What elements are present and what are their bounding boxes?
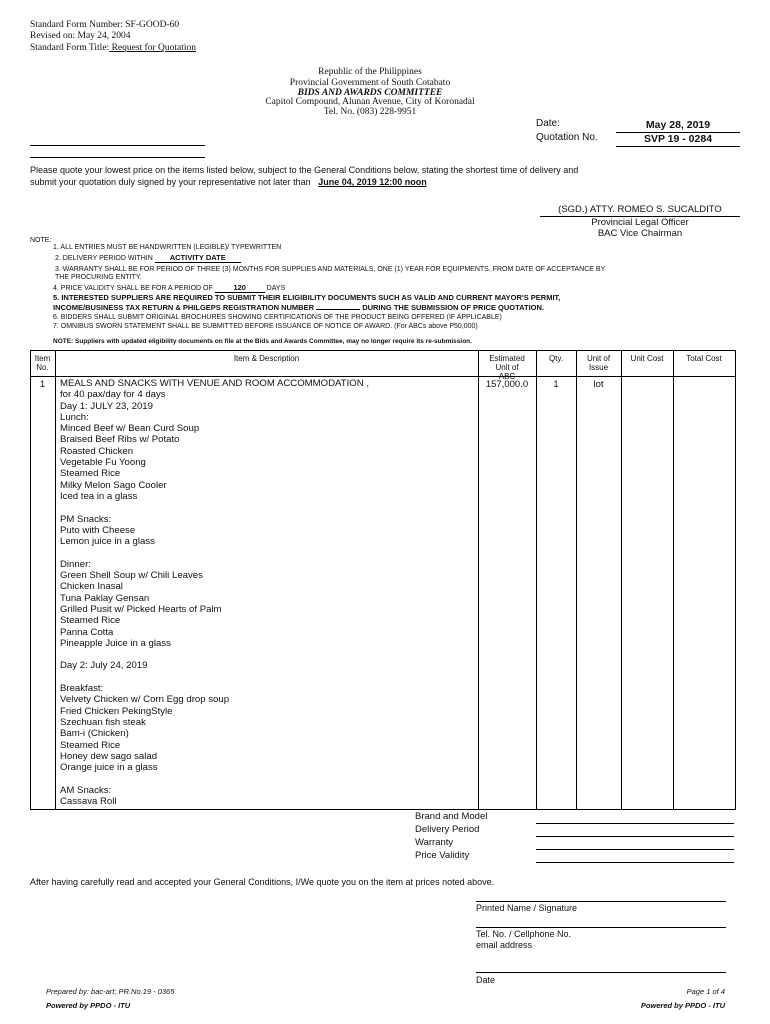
note-5b-text: INCOME/BUSINESS TAX RETURN & PHILGEPS REGISTRATION NUMBER [53, 303, 314, 312]
note-6: 6. BIDDERS SHALL SUBMIT ORIGINAL BROCHURES SHOWING CERTIFICATIONS OF THE PRODUCT BEING OFFERED (IF APPLICABLE) [53, 314, 502, 321]
date-sign-label: Date [476, 975, 496, 985]
agency-committee: BIDS AND AWARDS COMMITTEE [297, 88, 443, 98]
agency-republic: Republic of the Philippines [318, 67, 422, 77]
description-line [60, 672, 475, 683]
description-line: for 40 pax/day for 4 days [60, 389, 166, 401]
description-line: Tuna Paklay Gensan [60, 592, 150, 604]
description-line: Panna Cotta [60, 626, 114, 638]
description-line: Braised Beef Ribs w/ Potato [60, 434, 180, 446]
supplier-name-line[interactable] [30, 145, 205, 146]
tel-label: Tel. No. / Cellphone No. [476, 929, 572, 939]
note-4-days: DAYS [266, 285, 286, 292]
description-line: Honey dew sago salad [60, 750, 158, 762]
revised-date: Revised on: May 24, 2004 [30, 31, 131, 41]
header-total-cost: Total Cost [686, 354, 722, 363]
description-line: Vegetable Fu Yoong [60, 457, 146, 469]
header-description: Item & Description [233, 354, 300, 363]
description-line: Chicken Inasal [60, 581, 123, 593]
description-line: MEALS AND SNACKS WITH VENUE AND ROOM ACCOMMODATION , [60, 378, 369, 389]
header-item-no: Item No. [34, 354, 51, 372]
description-line: PM Snacks: [60, 513, 112, 525]
note-4-text: 4. PRICE VALIDITY SHALL BE FOR A PERIOD OF [53, 285, 213, 292]
supplier-address-line[interactable] [30, 157, 205, 158]
quotation-value: SVP 19 - 0284 [643, 133, 713, 145]
intro-line-1: Please quote your lowest price on the items listed below, subject to the General Conditions below, stating the shortest time of delivery and [30, 165, 579, 175]
description-line: AM Snacks: [60, 784, 112, 796]
description-line: Day 2: July 24, 2019 [60, 660, 148, 672]
description-line: Pineapple Juice in a glass [60, 637, 171, 649]
form-title-label: Standard Form Title: [30, 43, 110, 53]
warranty-field[interactable] [536, 849, 734, 850]
tel-field[interactable] [476, 927, 726, 928]
signatory-role: BAC Vice Chairman [597, 228, 683, 239]
note-7: 7. OMNIBUS SWORN STATEMENT SHALL BE SUBMITTED BEFORE ISSUANCE OF NOTICE OF AWARD. (For ABCs above P50,000) [53, 323, 478, 330]
note-3a: 3. WARRANTY SHALL BE FOR PERIOD OF THREE (3) MONTHS FOR SUPPLIES AND MATERIALS, ONE (1) YEAR FOR EQUIPMENTS, FROM DATE OF ACCEPTANCE BY [55, 266, 606, 273]
items-table [30, 350, 735, 810]
note-2-text: 2. DELIVERY PERIOD WITHIN [55, 255, 153, 262]
email-label: email address [476, 940, 533, 950]
delivery-period-field[interactable] [536, 836, 734, 837]
signatory-name: (SGD.) ATTY. ROMEO S. SUCALDITO [558, 204, 722, 215]
note-5b-suffix: DURING THE SUBMISSION OF PRICE QUOTATION. [362, 303, 544, 312]
description-line: Milky Melon Sago Cooler [60, 479, 167, 491]
row-estimated: 157,000.0 [485, 379, 529, 390]
deadline: June 04, 2019 12:00 noon [318, 177, 427, 187]
quotation-label: Quotation No. [536, 132, 598, 143]
description-line [60, 547, 475, 558]
description-line: Fried Chicken PekingStyle [60, 705, 173, 717]
form-number: Standard Form Number: SF-GOOD-60 [30, 20, 180, 30]
description-line: Grilled Pusit w/ Picked Hearts of Palm [60, 603, 222, 615]
price-validity-field[interactable] [536, 862, 734, 863]
form-title-value: Request for Quotation [109, 43, 196, 53]
description-line: Szechuan fish steak [60, 716, 146, 728]
description-line: Day 1: JULY 23, 2019 [60, 400, 153, 412]
description-line: Steamed Rice [60, 468, 121, 480]
description-line [60, 502, 475, 513]
header-estimated: Estimated Unit of ABC [489, 354, 525, 381]
warranty-label: Warranty [415, 837, 454, 848]
description-line [60, 773, 475, 784]
intro-line-2-text: submit your quotation duly signed by your representative not later than [30, 177, 311, 187]
acceptance-text: After having carefully read and accepted your General Conditions, I/We quote you on the item at prices noted above. [30, 877, 495, 887]
note-bold: NOTE: Suppliers with updated eligibility documents on file at the Bids and Awards Committee, may no longer require its re-submission. [53, 338, 472, 345]
description-line: Orange juice in a glass [60, 762, 158, 774]
description-line: Steamed Rice [60, 615, 121, 627]
note-2 [55, 253, 241, 263]
description-line: Bam-i (Chicken) [60, 728, 129, 740]
description-line: Dinner: [60, 558, 91, 570]
description-line: Cassava Roll [60, 795, 117, 807]
brand-model-label: Brand and Model [415, 811, 488, 822]
note-1: 1. ALL ENTRIES MUST BE HANDWRITTEN (LEGIBLE)/ TYPEWRITTEN [53, 244, 282, 251]
signature-field[interactable] [476, 901, 726, 902]
description-line: Velvety Chicken w/ Corn Egg drop soup [60, 694, 230, 706]
note-label: NOTE: [30, 237, 52, 244]
powered-by-left: Powered by PPDO - ITU [46, 1001, 131, 1010]
description-line: Lunch: [60, 411, 89, 423]
intro-line-2 [30, 177, 427, 187]
row-qty: 1 [553, 379, 559, 390]
note-5b [53, 303, 544, 312]
header-qty: Qty. [548, 354, 564, 363]
note-5a: 5. INTERESTED SUPPLIERS ARE REQUIRED TO SUBMIT THEIR ELIGIBILITY DOCUMENTS SUCH AS VALID AND CURRENT MAYOR'S PERMIT, [53, 293, 561, 302]
header-unit-cost: Unit Cost [630, 354, 664, 363]
row-item-no: 1 [39, 379, 46, 390]
description-line: Steamed Rice [60, 739, 121, 751]
brand-model-field[interactable] [536, 823, 734, 824]
note-3b: THE PROCURING ENTITY. [55, 274, 142, 281]
price-validity-value: 120 [215, 283, 265, 293]
description-line [60, 649, 475, 660]
prepared-by: Prepared by: bac-art; PR.No.19 - 0365 [46, 987, 175, 996]
page-number: Page 1 of 4 [686, 987, 725, 996]
agency-address: Capitol Compound, Alunan Avenue, City of Koronadal [265, 97, 475, 107]
row-total-cost-cell[interactable] [673, 378, 735, 392]
form-title [30, 43, 196, 54]
row-description [60, 378, 475, 807]
description-line: Puto with Cheese [60, 524, 136, 536]
description-line: Lemon juice in a glass [60, 536, 155, 548]
delivery-period-label: Delivery Period [415, 824, 480, 835]
delivery-period-value: ACTIVITY DATE [155, 253, 241, 263]
description-line: Breakfast: [60, 683, 104, 695]
date-value: May 28, 2019 [645, 119, 711, 131]
note-4 [53, 283, 285, 293]
agency-tel: Tel. No. (083) 228-9951 [323, 107, 417, 117]
printed-name-label: Printed Name / Signature [476, 903, 578, 913]
description-line: Iced tea in a glass [60, 490, 138, 502]
agency-government: Provincial Government of South Cotabato [289, 78, 451, 88]
date-label: Date: [536, 118, 560, 129]
description-line: Minced Beef w/ Bean Curd Soup [60, 423, 200, 435]
powered-by-right: Powered by PPDO - ITU [640, 1001, 725, 1010]
price-validity-label: Price Validity [415, 850, 470, 861]
description-line: Roasted Chicken [60, 445, 134, 457]
row-unit: lot [593, 379, 604, 390]
description-line: Green Shell Soup w/ Chili Leaves [60, 570, 203, 582]
row-unit-cost-cell[interactable] [621, 378, 673, 392]
header-unit: Unit of Issue [586, 354, 611, 372]
date-field[interactable] [476, 972, 726, 973]
signatory-position: Provincial Legal Officer [591, 217, 689, 228]
